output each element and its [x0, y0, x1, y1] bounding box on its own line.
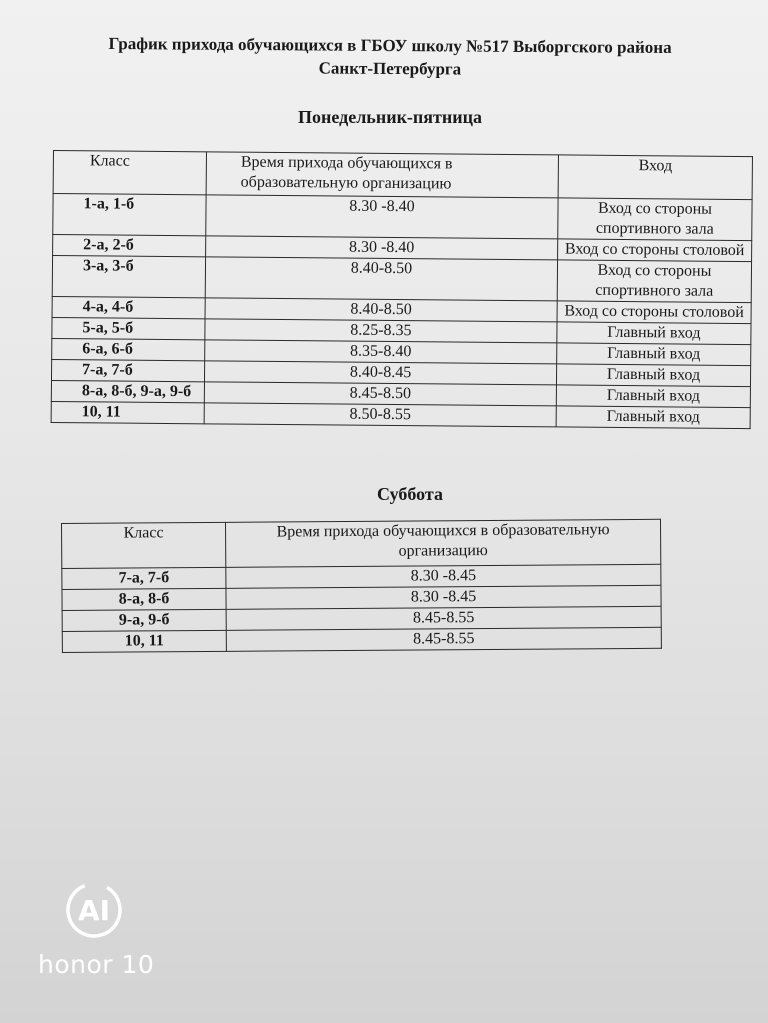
cell-class: 7-а, 7-б: [51, 359, 204, 381]
weekday-heading: Понедельник-пятница: [297, 107, 482, 127]
cell-time: 8.40-8.50: [205, 257, 557, 301]
brand-label: honor 10: [38, 950, 155, 979]
table-row: [62, 627, 661, 652]
title-line-2: Санкт-Петербурга: [318, 58, 462, 79]
cell-class: 9-а, 9-б: [62, 609, 226, 631]
cell-time: 8.30 -8.40: [206, 195, 558, 239]
cell-entrance: Вход со стороны спортивного зала: [558, 198, 752, 241]
cell-time: 8.30 -8.45: [226, 564, 661, 588]
cell-time: 8.30 -8.40: [206, 236, 558, 260]
cell-class: 1-а, 1-б: [53, 194, 206, 236]
table-header-row: [53, 151, 752, 200]
cell-class: 2-а, 2-б: [53, 235, 206, 257]
cell-time: 8.45-8.55: [226, 606, 661, 630]
cell-time: 8.30 -8.45: [226, 585, 661, 609]
cell-class: 10, 11: [51, 401, 204, 423]
ai-logo-icon: [64, 880, 124, 940]
weekday-schedule-table: [51, 150, 753, 429]
saturday-schedule-table: [61, 519, 662, 653]
cell-entrance: Главный вход: [556, 406, 750, 429]
column-header-entrance: Вход: [558, 155, 752, 200]
table-row: [53, 194, 752, 241]
cell-entrance: Вход со стороны спортивного зала: [557, 260, 751, 303]
table-row: [52, 256, 751, 303]
cell-class: 5-а, 5-б: [52, 317, 205, 339]
cell-entrance: Вход со стороны столовой: [557, 301, 751, 324]
cell-entrance: Главный вход: [556, 364, 750, 387]
cell-time: 8.45-8.50: [204, 382, 556, 406]
cell-class: 7-а, 7-б: [62, 567, 226, 589]
column-header-class: Класс: [62, 522, 226, 568]
cell-entrance: Главный вход: [557, 322, 751, 345]
cell-entrance: Главный вход: [557, 343, 751, 366]
table-header-row: [62, 519, 661, 568]
column-header-time: Время прихода обучающихся в образовательную организацию: [225, 519, 660, 567]
title-line-1: График прихода обучающихся в ГБОУ школу №517 Выборгского района: [108, 34, 672, 57]
cell-entrance: Главный вход: [556, 385, 750, 408]
cell-time: 8.35-8.40: [205, 340, 557, 364]
cell-class: 6-а, 6-б: [52, 338, 205, 360]
cell-class: 8-а, 8-б: [62, 588, 226, 610]
document-title: [40, 32, 740, 83]
cell-time: 8.25-8.35: [205, 319, 557, 343]
cell-class: 10, 11: [62, 630, 226, 652]
cell-class: 8-а, 8-б, 9-а, 9-б: [51, 380, 204, 402]
cell-class: 4-а, 4-б: [52, 296, 205, 318]
saturday-heading: Суббота: [377, 484, 443, 504]
cell-entrance: Вход со стороны столовой: [558, 239, 752, 262]
cell-time: 8.45-8.55: [226, 627, 661, 651]
cell-class: 3-а, 3-б: [52, 256, 205, 298]
cell-time: 8.40-8.45: [204, 361, 556, 385]
column-header-time: Время прихода обучающихся в образовательную организацию: [206, 152, 558, 198]
camera-watermark: [38, 880, 158, 980]
cell-time: 8.40-8.50: [205, 298, 557, 322]
cell-time: 8.50-8.55: [204, 403, 556, 427]
column-header-class: Класс: [53, 151, 206, 195]
ai-logo-text: AI: [77, 894, 111, 927]
